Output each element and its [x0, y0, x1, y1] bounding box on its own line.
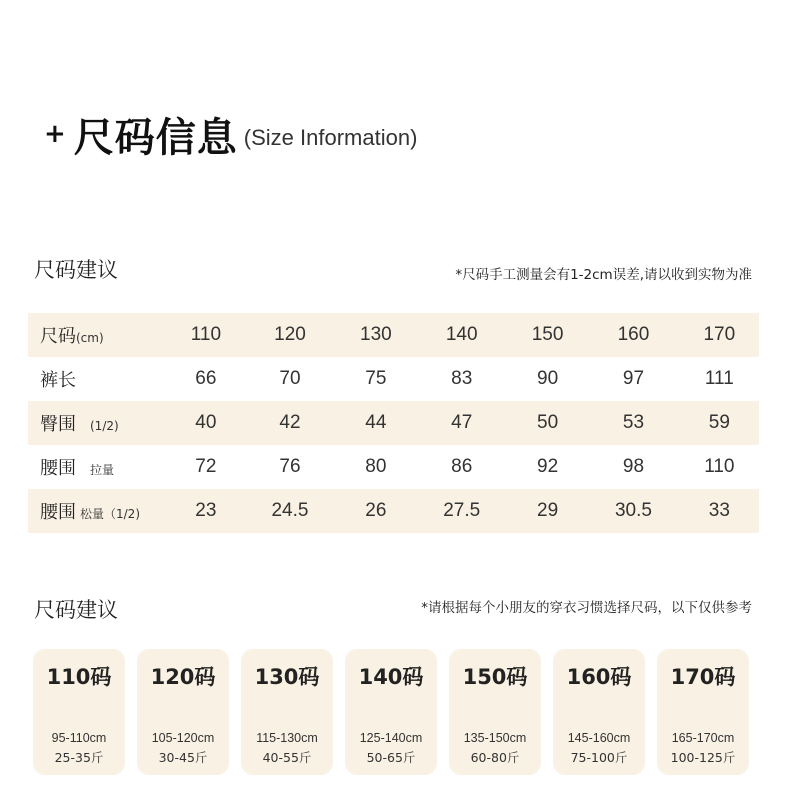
row-label: 裤长 [40, 370, 76, 391]
table-cell: 120 [244, 313, 336, 357]
table-cell: 160 [587, 313, 679, 357]
table-row [28, 313, 759, 357]
page-title [44, 104, 417, 164]
table-cell: 130 [336, 313, 415, 357]
table-cell: 140 [415, 313, 507, 357]
table-cell: 110 [704, 456, 735, 477]
table-cell: 111 [704, 368, 734, 389]
table-cell: 50 [508, 401, 587, 445]
card-weight: 25-35斤 [54, 750, 104, 765]
table-cell: 150 [508, 313, 587, 357]
table-cell: 24.5 [244, 489, 336, 533]
table-row [28, 357, 759, 401]
section1-note: *尺码手工测量会有1-2cm误差,请以收到实物为准 [455, 267, 752, 283]
table-cell: 26 [336, 489, 415, 533]
table-cell: 40 [168, 401, 244, 445]
card-weight: 75-100斤 [570, 750, 628, 765]
table-cell: 29 [508, 489, 587, 533]
table-cell: 75 [365, 368, 387, 389]
section2-heading: 尺码建议 [34, 598, 118, 622]
row-label: 尺码(cm) [28, 313, 168, 357]
size-card [657, 649, 749, 775]
card-weight: 60-80斤 [470, 750, 520, 765]
card-size: 170码 [670, 665, 736, 689]
card-height: 125-140cm [359, 731, 423, 745]
size-card [345, 649, 437, 775]
card-size: 110码 [46, 665, 112, 689]
card-weight: 100-125斤 [670, 750, 736, 765]
title-subtitle: (Size Information) [243, 125, 418, 150]
card-height: 165-170cm [671, 731, 735, 745]
table-cell: 23 [168, 489, 244, 533]
table-cell: 44 [336, 401, 415, 445]
size-cards [33, 649, 749, 775]
table-cell: 70 [279, 368, 301, 389]
card-height: 115-130cm [256, 731, 318, 745]
table-cell: 90 [537, 368, 559, 389]
section2-note: *请根据每个小朋友的穿衣习惯选择尺码，以下仅供参考 [421, 600, 752, 616]
table-cell: 92 [537, 456, 559, 477]
size-card [449, 649, 541, 775]
table-cell: 83 [451, 368, 473, 389]
card-size: 150码 [462, 665, 528, 689]
table-cell: 30.5 [587, 489, 679, 533]
table-cell: 59 [680, 401, 759, 445]
card-height: 95-110cm [51, 731, 107, 745]
card-size: 120码 [150, 665, 216, 689]
table-cell: 76 [279, 456, 301, 477]
card-weight: 50-65斤 [366, 750, 416, 765]
size-table [28, 313, 759, 533]
row-label: 臀围 (1/2) [28, 401, 168, 445]
card-weight: 40-55斤 [262, 750, 312, 765]
table-cell: 72 [195, 456, 217, 477]
row-label: 腰围 拉量 [40, 458, 115, 479]
table-cell: 47 [415, 401, 507, 445]
card-size: 140码 [358, 665, 424, 689]
card-height: 135-150cm [463, 731, 527, 745]
table-cell: 33 [680, 489, 759, 533]
table-cell: 97 [622, 368, 645, 389]
size-card [241, 649, 333, 775]
table-cell: 170 [680, 313, 759, 357]
table-cell: 86 [451, 456, 473, 477]
size-card [137, 649, 229, 775]
table-cell: 98 [622, 456, 645, 477]
card-size: 130码 [254, 665, 320, 689]
card-height: 145-160cm [567, 731, 631, 745]
table-cell: 53 [587, 401, 679, 445]
table-cell: 80 [365, 456, 387, 477]
table-cell: 27.5 [415, 489, 507, 533]
card-height: 105-120cm [151, 731, 215, 745]
table-cell: 42 [244, 401, 336, 445]
section1-heading: 尺码建议 [34, 258, 118, 282]
table-cell: 66 [195, 368, 217, 389]
table-row [28, 489, 759, 533]
size-card [33, 649, 125, 775]
size-card [553, 649, 645, 775]
card-size: 160码 [566, 665, 632, 689]
row-label: 腰围 松量（1/2) [28, 489, 168, 533]
title-main: 尺码信息 [73, 114, 238, 161]
plus-icon: + [44, 119, 66, 149]
table-row [28, 401, 759, 445]
table-row [28, 445, 759, 489]
card-weight: 30-45斤 [158, 750, 208, 765]
table-cell: 110 [168, 313, 244, 357]
